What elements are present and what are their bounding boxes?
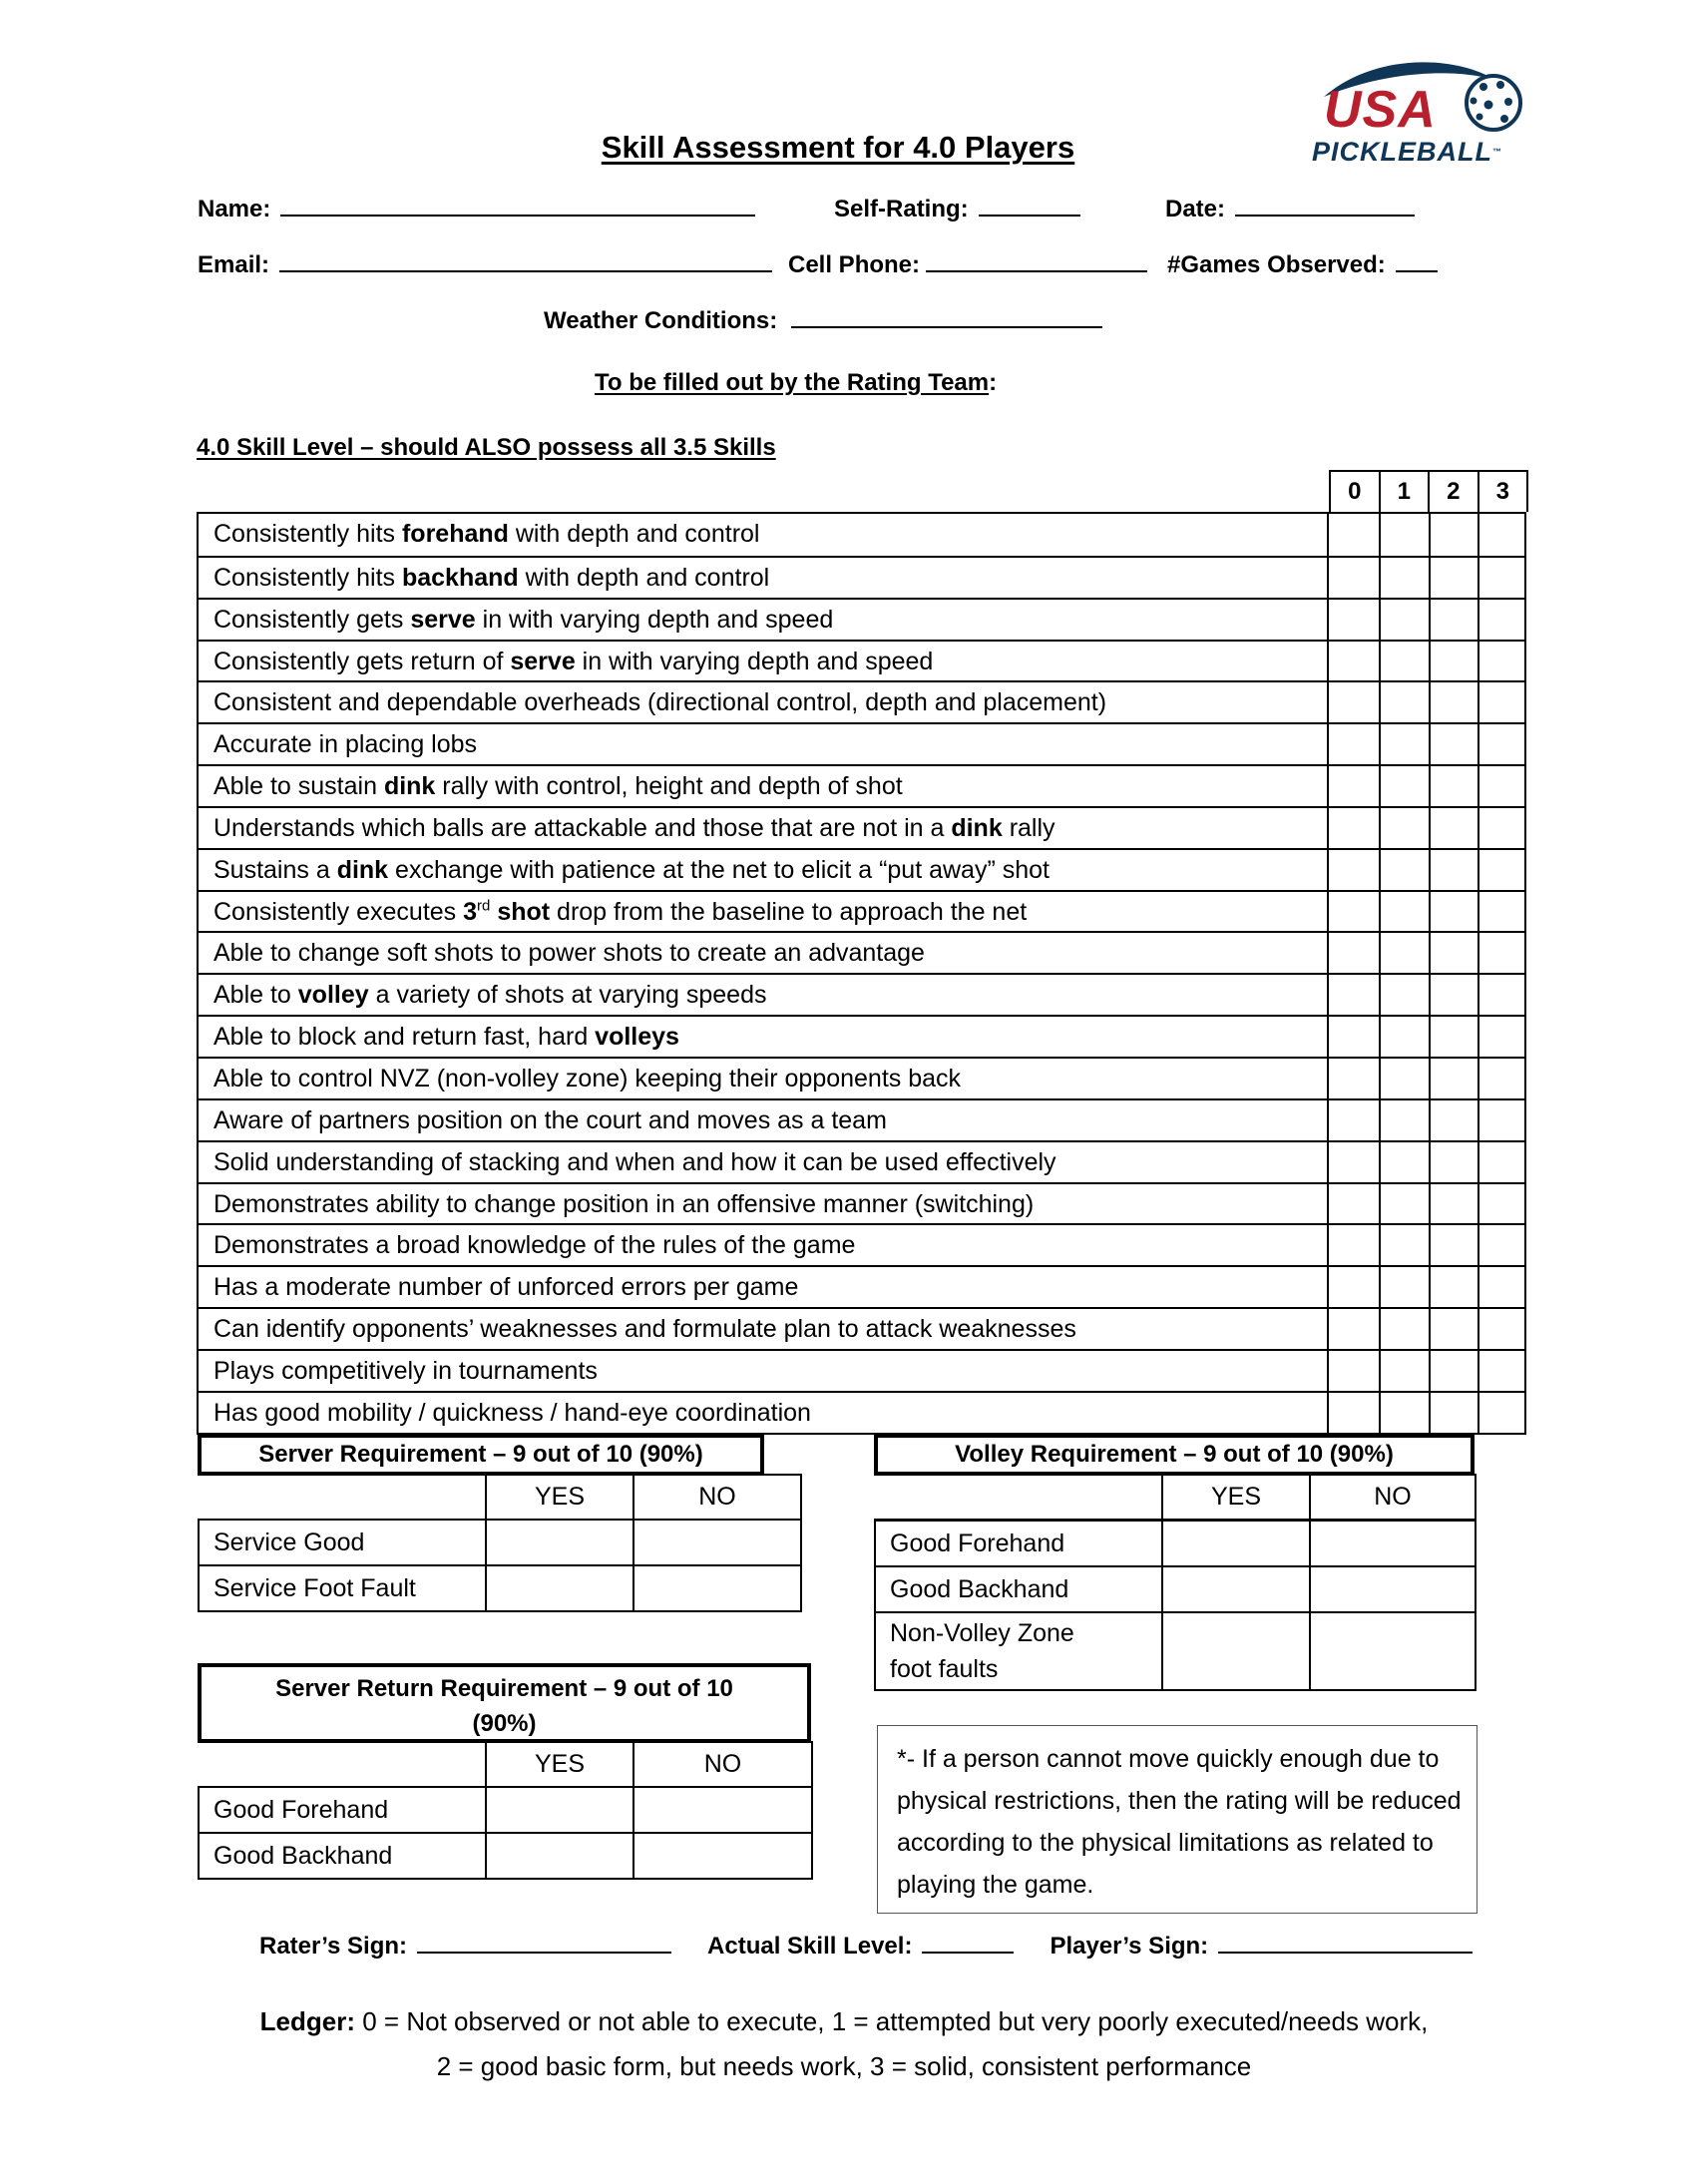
skill-label xyxy=(199,850,1329,890)
weather-field[interactable] xyxy=(544,306,1102,335)
row-label: Non-Volley Zone foot faults xyxy=(875,1612,1162,1690)
table-row xyxy=(199,1787,812,1833)
email-input-line[interactable] xyxy=(279,250,772,272)
score-cell-3[interactable] xyxy=(1477,1184,1524,1224)
score-cell-1[interactable] xyxy=(1379,975,1429,1015)
score-cell-0[interactable] xyxy=(1329,1184,1379,1224)
ledger xyxy=(0,1999,1688,2089)
self-rating-field[interactable] xyxy=(834,195,1080,223)
skill-text: Plays competitively in tournaments xyxy=(213,1356,598,1385)
score-cell-2[interactable] xyxy=(1429,892,1478,932)
score-cell-0[interactable] xyxy=(1329,1017,1379,1057)
score-cell-3[interactable] xyxy=(1477,1351,1524,1391)
skill-row xyxy=(199,556,1524,598)
volley-requirement-grid xyxy=(874,1474,1477,1691)
skill-text: Able to xyxy=(213,981,298,1010)
skill-text: Aware of partners position on the court and moves as a team xyxy=(213,1105,887,1134)
score-cell-1[interactable] xyxy=(1379,1100,1429,1140)
score-cell-3[interactable] xyxy=(1477,1267,1524,1307)
skill-row xyxy=(199,1057,1524,1098)
skill-text: Consistently gets xyxy=(213,605,411,634)
score-cell-0[interactable] xyxy=(1329,1225,1379,1265)
score-cell-2[interactable] xyxy=(1429,514,1478,556)
no-header: NO xyxy=(1310,1475,1476,1521)
actual-skill-level-line[interactable] xyxy=(922,1932,1014,1954)
skill-label xyxy=(199,1142,1329,1182)
score-header-1: 1 xyxy=(1379,472,1429,512)
skill-text: Has good mobility / quickness / hand-eye coordination xyxy=(213,1398,811,1427)
score-cell-3[interactable] xyxy=(1477,975,1524,1015)
skill-keyword: serve xyxy=(510,647,576,675)
skill-text: rally xyxy=(1002,813,1055,842)
games-observed-field[interactable] xyxy=(1167,250,1438,279)
skill-keyword: 3 xyxy=(463,897,478,926)
skill-text: Has a moderate number of unforced errors per game xyxy=(213,1273,799,1302)
score-cell-1[interactable] xyxy=(1379,933,1429,973)
score-cell-1[interactable] xyxy=(1379,1309,1429,1349)
server-return-requirement-table xyxy=(198,1663,811,1880)
score-cell-3[interactable] xyxy=(1477,1393,1524,1433)
score-cell-0[interactable] xyxy=(1329,1059,1379,1098)
score-cell-1[interactable] xyxy=(1379,1351,1429,1391)
skill-label xyxy=(199,724,1329,764)
yes-checkbox-cell[interactable] xyxy=(486,1787,633,1833)
games-observed-input-line[interactable] xyxy=(1396,250,1438,272)
skill-text: drop from the baseline to approach the net xyxy=(550,897,1028,926)
skill-row xyxy=(199,764,1524,806)
skill-text: Consistently gets return of xyxy=(213,647,511,675)
table-row xyxy=(875,1612,1476,1690)
skill-text: Solid understanding of stacking and when and how it can be used effectively xyxy=(213,1147,1056,1176)
skill-row xyxy=(199,598,1524,640)
score-cell-2[interactable] xyxy=(1429,682,1478,722)
rating-team-heading xyxy=(595,369,997,397)
score-cell-0[interactable] xyxy=(1329,514,1379,556)
yes-checkbox-cell[interactable] xyxy=(1162,1612,1310,1690)
page-title-text: Skill Assessment for 4.0 Players xyxy=(601,130,1075,165)
actual-skill-level-label: Actual Skill Level: xyxy=(707,1933,913,1960)
skill-keyword: dink xyxy=(336,855,389,884)
score-cell-2[interactable] xyxy=(1429,1393,1478,1433)
score-cell-1[interactable] xyxy=(1379,1225,1429,1265)
skill-label xyxy=(199,892,1329,932)
skill-label xyxy=(199,1267,1329,1307)
score-cell-1[interactable] xyxy=(1379,1017,1429,1057)
skill-row xyxy=(199,1098,1524,1140)
date-label: Date: xyxy=(1165,196,1226,222)
skill-label xyxy=(199,642,1329,681)
skill-text: a variety of shots at varying speeds xyxy=(368,981,767,1010)
score-cell-3[interactable] xyxy=(1477,558,1524,598)
score-cell-3[interactable] xyxy=(1477,682,1524,722)
blank-header-cell xyxy=(199,1742,486,1787)
no-checkbox-cell[interactable] xyxy=(633,1787,812,1833)
score-cell-1[interactable] xyxy=(1379,766,1429,806)
score-cell-2[interactable] xyxy=(1429,642,1478,681)
score-cell-2[interactable] xyxy=(1429,1142,1478,1182)
skill-keyword: volley xyxy=(297,981,369,1010)
score-cell-1[interactable] xyxy=(1379,1393,1429,1433)
weather-label: Weather Conditions: xyxy=(544,307,778,334)
skill-keyword: serve xyxy=(410,605,476,634)
no-header: NO xyxy=(633,1475,801,1520)
score-cell-1[interactable] xyxy=(1379,724,1429,764)
table-row xyxy=(199,1565,801,1611)
skill-label xyxy=(199,558,1329,598)
skill-row xyxy=(199,848,1524,890)
skill-keyword: shot xyxy=(490,897,551,926)
score-cell-1[interactable] xyxy=(1379,1142,1429,1182)
skill-label xyxy=(199,933,1329,973)
score-cell-0[interactable] xyxy=(1329,766,1379,806)
score-cell-1[interactable] xyxy=(1379,682,1429,722)
skill-text: rally with control, height and depth of shot xyxy=(435,772,903,801)
score-cell-3[interactable] xyxy=(1477,1309,1524,1349)
score-cell-2[interactable] xyxy=(1429,600,1478,640)
skill-label xyxy=(199,1059,1329,1098)
skill-text: in with varying depth and speed xyxy=(575,647,934,675)
score-cell-1[interactable] xyxy=(1379,808,1429,848)
ledger-line-2: 2 = good basic form, but needs work, 3 = solid, consistent performance xyxy=(436,2051,1252,2081)
skill-superscript: rd xyxy=(477,897,491,915)
score-cell-3[interactable] xyxy=(1477,1059,1524,1098)
email-field[interactable] xyxy=(198,250,778,279)
yes-header: YES xyxy=(486,1742,633,1787)
skill-label xyxy=(199,1017,1329,1057)
skill-row xyxy=(199,1307,1524,1349)
volley-requirement-table xyxy=(874,1434,1475,1691)
table-row xyxy=(875,1521,1476,1567)
score-cell-1[interactable] xyxy=(1379,1059,1429,1098)
score-cell-2[interactable] xyxy=(1429,1017,1478,1057)
skill-row xyxy=(199,1223,1524,1265)
signature-row xyxy=(259,1932,1473,1961)
date-field[interactable] xyxy=(1165,195,1415,223)
skill-label xyxy=(199,514,1329,556)
yes-checkbox-cell[interactable] xyxy=(1162,1521,1310,1567)
blank-header-cell xyxy=(875,1475,1162,1521)
player-sign-line[interactable] xyxy=(1218,1932,1473,1954)
skill-text: Sustains a xyxy=(213,855,337,884)
no-checkbox-cell[interactable] xyxy=(1310,1612,1476,1690)
score-cell-1[interactable] xyxy=(1379,642,1429,681)
skill-row xyxy=(199,680,1524,722)
skill-text: Able to block and return fast, hard xyxy=(213,1023,596,1052)
server-return-requirement-grid xyxy=(198,1741,813,1880)
yes-checkbox-cell[interactable] xyxy=(1162,1566,1310,1612)
score-cell-3[interactable] xyxy=(1477,724,1524,764)
score-cell-1[interactable] xyxy=(1379,514,1429,556)
score-cell-1[interactable] xyxy=(1379,892,1429,932)
skill-text: Accurate in placing lobs xyxy=(213,730,478,759)
skill-row xyxy=(199,1140,1524,1182)
score-cell-2[interactable] xyxy=(1429,933,1478,973)
row-label: Good Backhand xyxy=(199,1833,486,1879)
score-cell-2[interactable] xyxy=(1429,808,1478,848)
score-cell-2[interactable] xyxy=(1429,766,1478,806)
table-row xyxy=(199,1833,812,1879)
skill-keyword: forehand xyxy=(401,520,509,548)
score-cell-2[interactable] xyxy=(1429,1100,1478,1140)
skill-text: with depth and control xyxy=(508,520,760,548)
skill-rows xyxy=(197,512,1526,1435)
table-row xyxy=(199,1520,801,1565)
skill-text: Consistently executes xyxy=(213,897,464,926)
skill-text: with depth and control xyxy=(518,563,770,592)
self-rating-label: Self-Rating: xyxy=(834,196,969,222)
skill-row xyxy=(199,514,1524,556)
skill-label xyxy=(199,600,1329,640)
score-cell-1[interactable] xyxy=(1379,600,1429,640)
row-label: Service Good xyxy=(199,1520,486,1565)
trademark-symbol: ™ xyxy=(1492,147,1502,157)
server-return-requirement-title: Server Return Requirement – 9 out of 10 (90%) xyxy=(198,1663,811,1743)
no-checkbox-cell[interactable] xyxy=(633,1565,801,1611)
table-row xyxy=(875,1566,1476,1612)
skill-label xyxy=(199,682,1329,722)
skill-row xyxy=(199,722,1524,764)
score-cell-0[interactable] xyxy=(1329,642,1379,681)
cell-phone-input-line[interactable] xyxy=(926,250,1147,272)
skill-row xyxy=(199,890,1524,932)
skill-text: exchange with patience at the net to elicit a “put away” shot xyxy=(388,855,1050,884)
score-cell-3[interactable] xyxy=(1477,1100,1524,1140)
score-cell-0[interactable] xyxy=(1329,600,1379,640)
skill-text: Can identify opponents’ weaknesses and formulate plan to attack weaknesses xyxy=(213,1315,1076,1344)
score-cell-2[interactable] xyxy=(1429,850,1478,890)
page-title xyxy=(0,130,1688,166)
skill-row xyxy=(199,1182,1524,1224)
score-cell-0[interactable] xyxy=(1329,558,1379,598)
score-cell-0[interactable] xyxy=(1329,1393,1379,1433)
score-cell-0[interactable] xyxy=(1329,850,1379,890)
rater-sign-label: Rater’s Sign: xyxy=(259,1933,408,1960)
skill-keyword: backhand xyxy=(401,563,519,592)
score-cell-3[interactable] xyxy=(1477,933,1524,973)
skill-label xyxy=(199,975,1329,1015)
skill-label xyxy=(199,1100,1329,1140)
server-requirement-table xyxy=(198,1434,800,1612)
row-label: Good Backhand xyxy=(875,1566,1162,1612)
skill-text: Able to change soft shots to power shots to create an advantage xyxy=(213,939,925,968)
score-cell-2[interactable] xyxy=(1429,724,1478,764)
server-requirement-grid xyxy=(198,1474,802,1612)
rater-sign-line[interactable] xyxy=(417,1932,671,1954)
skill-row xyxy=(199,1349,1524,1391)
score-cell-0[interactable] xyxy=(1329,1100,1379,1140)
row-label: Good Forehand xyxy=(199,1787,486,1833)
score-cell-0[interactable] xyxy=(1329,892,1379,932)
no-checkbox-cell[interactable] xyxy=(633,1520,801,1565)
skill-text: Consistent and dependable overheads (directional control, depth and placement) xyxy=(213,688,1107,717)
score-cell-0[interactable] xyxy=(1329,724,1379,764)
skill-row xyxy=(199,640,1524,681)
score-cell-2[interactable] xyxy=(1429,1351,1478,1391)
score-cell-3[interactable] xyxy=(1477,1225,1524,1265)
score-cell-3[interactable] xyxy=(1477,642,1524,681)
skill-text: Demonstrates ability to change position in an offensive manner (switching) xyxy=(213,1189,1035,1218)
blank-header-cell xyxy=(199,1475,486,1520)
score-header-3: 3 xyxy=(1477,472,1527,512)
skill-text: in with varying depth and speed xyxy=(475,605,834,634)
skill-text: Understands which balls are attackable and those that are not in a xyxy=(213,813,952,842)
score-cell-3[interactable] xyxy=(1477,808,1524,848)
score-cell-0[interactable] xyxy=(1329,1267,1379,1307)
name-label: Name: xyxy=(198,196,271,222)
yes-checkbox-cell[interactable] xyxy=(486,1565,633,1611)
logo-usa-text: USA xyxy=(1324,81,1437,139)
self-rating-input-line[interactable] xyxy=(979,195,1080,217)
weather-input-line[interactable] xyxy=(791,306,1102,328)
score-cell-3[interactable] xyxy=(1477,600,1524,640)
row-label: Service Foot Fault xyxy=(199,1565,486,1611)
yes-header: YES xyxy=(486,1475,633,1520)
score-cell-2[interactable] xyxy=(1429,1267,1478,1307)
skill-label xyxy=(199,1225,1329,1265)
skill-keyword: dink xyxy=(383,772,436,801)
score-cell-0[interactable] xyxy=(1329,975,1379,1015)
score-cell-1[interactable] xyxy=(1379,1184,1429,1224)
physical-restrictions-note: *- If a person cannot move quickly enough due to physical restrictions, then the rating will be reduced according to the physical limitations as related to playing the game. xyxy=(877,1725,1477,1914)
skill-level-heading: 4.0 Skill Level – should ALSO possess all 3.5 Skills xyxy=(197,434,776,461)
score-cell-1[interactable] xyxy=(1379,850,1429,890)
score-cell-0[interactable] xyxy=(1329,682,1379,722)
logo-pickleball-word: PICKLEBALL xyxy=(1312,137,1492,167)
player-sign-label: Player’s Sign: xyxy=(1050,1933,1209,1960)
games-observed-label: #Games Observed: xyxy=(1167,251,1386,278)
score-cell-0[interactable] xyxy=(1329,808,1379,848)
ledger-line-1-text: 0 = Not observed or not able to execute, 1 = attempted but very poorly executed/needs work, xyxy=(355,2006,1429,2036)
score-cell-0[interactable] xyxy=(1329,933,1379,973)
skill-text: Able to control NVZ (non-volley zone) keeping their opponents back xyxy=(213,1064,962,1092)
skill-label xyxy=(199,808,1329,848)
score-cell-3[interactable] xyxy=(1477,1142,1524,1182)
skill-label xyxy=(199,1309,1329,1349)
score-header xyxy=(1329,470,1528,512)
skill-row xyxy=(199,973,1524,1015)
skill-row xyxy=(199,806,1524,848)
email-label: Email: xyxy=(198,251,270,278)
yes-checkbox-cell[interactable] xyxy=(486,1520,633,1565)
name-field[interactable] xyxy=(198,195,755,223)
name-input-line[interactable] xyxy=(280,195,755,217)
score-cell-0[interactable] xyxy=(1329,1351,1379,1391)
row-label: Good Forehand xyxy=(875,1521,1162,1567)
score-cell-1[interactable] xyxy=(1379,558,1429,598)
score-cell-2[interactable] xyxy=(1429,1225,1478,1265)
rating-team-heading-text: To be filled out by the Rating Team xyxy=(595,369,990,396)
no-checkbox-cell[interactable] xyxy=(1310,1521,1476,1567)
skill-label xyxy=(199,1393,1329,1433)
cell-phone-field[interactable] xyxy=(788,250,1147,279)
skill-text: Consistently hits xyxy=(213,520,402,548)
date-input-line[interactable] xyxy=(1235,195,1415,217)
rating-team-colon: : xyxy=(989,369,998,396)
score-cell-3[interactable] xyxy=(1477,892,1524,932)
ledger-label: Ledger: xyxy=(259,2006,356,2036)
score-cell-2[interactable] xyxy=(1429,975,1478,1015)
skill-row xyxy=(199,1391,1524,1433)
no-header: NO xyxy=(633,1742,812,1787)
score-cell-2[interactable] xyxy=(1429,1309,1478,1349)
score-cell-2[interactable] xyxy=(1429,1059,1478,1098)
score-cell-3[interactable] xyxy=(1477,766,1524,806)
skill-text: Able to sustain xyxy=(213,772,384,801)
server-requirement-title: Server Requirement – 9 out of 10 (90%) xyxy=(198,1434,764,1476)
score-cell-2[interactable] xyxy=(1429,558,1478,598)
skill-row xyxy=(199,1015,1524,1057)
score-cell-3[interactable] xyxy=(1477,850,1524,890)
skill-keyword: volleys xyxy=(595,1023,679,1052)
skill-label xyxy=(199,1184,1329,1224)
score-cell-0[interactable] xyxy=(1329,1142,1379,1182)
score-header-2: 2 xyxy=(1428,472,1477,512)
score-cell-2[interactable] xyxy=(1429,1184,1478,1224)
score-cell-3[interactable] xyxy=(1477,514,1524,556)
skill-keyword: dink xyxy=(951,813,1003,842)
score-header-0: 0 xyxy=(1348,478,1362,505)
score-cell-1[interactable] xyxy=(1379,1267,1429,1307)
skill-label xyxy=(199,766,1329,806)
volley-requirement-title: Volley Requirement – 9 out of 10 (90%) xyxy=(874,1434,1475,1476)
score-cell-3[interactable] xyxy=(1477,1017,1524,1057)
skill-text: Consistently hits xyxy=(213,563,402,592)
skill-row xyxy=(199,1265,1524,1307)
yes-checkbox-cell[interactable] xyxy=(486,1833,633,1879)
score-cell-0[interactable] xyxy=(1329,1309,1379,1349)
ledger-line-1 xyxy=(0,1999,1688,2044)
skill-text: Demonstrates a broad knowledge of the rules of the game xyxy=(213,1231,856,1260)
no-checkbox-cell[interactable] xyxy=(633,1833,812,1879)
cell-phone-label: Cell Phone: xyxy=(788,251,921,278)
yes-header: YES xyxy=(1162,1475,1310,1521)
skill-label xyxy=(199,1351,1329,1391)
no-checkbox-cell[interactable] xyxy=(1310,1566,1476,1612)
skill-row xyxy=(199,931,1524,973)
